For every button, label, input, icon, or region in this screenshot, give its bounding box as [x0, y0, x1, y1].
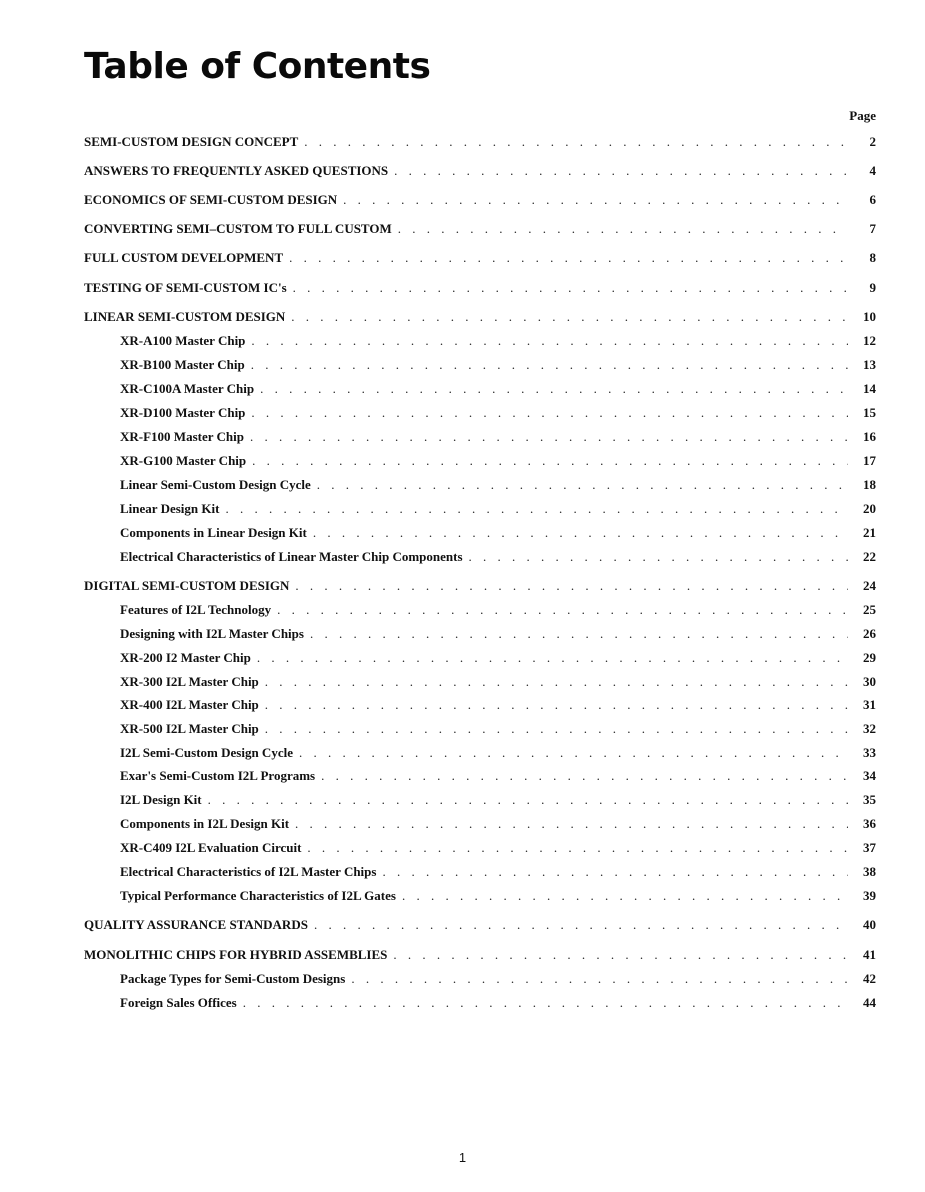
- toc-subentry[interactable]: [120, 650, 876, 668]
- toc-entry-label: Electrical Characteristics of I2L Master Chips: [120, 864, 377, 879]
- toc-subentry[interactable]: [120, 888, 876, 906]
- toc-subentry[interactable]: [120, 745, 876, 763]
- toc-subentry[interactable]: [120, 357, 876, 375]
- toc-entry-page: 31: [863, 697, 876, 712]
- toc-entry[interactable]: [84, 917, 876, 935]
- toc-subentry[interactable]: [120, 333, 876, 351]
- toc-entry-label: XR-C409 I2L Evaluation Circuit: [120, 840, 302, 855]
- toc-subentry[interactable]: [120, 697, 876, 715]
- toc-entry[interactable]: [84, 134, 876, 152]
- toc-entry-page: 42: [863, 971, 876, 986]
- toc-subentry[interactable]: [120, 501, 876, 519]
- leader-dots: [351, 971, 848, 987]
- toc-entry-label: QUALITY ASSURANCE STANDARDS: [84, 917, 308, 932]
- toc-entry[interactable]: [84, 947, 876, 965]
- toc-entry-page: 12: [863, 333, 876, 348]
- page-column-header: Page: [849, 108, 876, 123]
- toc-subentry[interactable]: [120, 453, 876, 471]
- toc-entry-page: 44: [863, 995, 876, 1010]
- toc-subentry[interactable]: [120, 549, 876, 567]
- toc-entry-page: 41: [863, 947, 876, 962]
- toc-entry[interactable]: [84, 163, 876, 181]
- toc-subentry[interactable]: [120, 429, 876, 447]
- toc-subentry[interactable]: [120, 840, 876, 858]
- leader-dots: [310, 626, 848, 642]
- toc-subentry[interactable]: [120, 995, 876, 1013]
- leader-dots: [265, 721, 848, 737]
- toc-entry-page: 6: [869, 192, 876, 207]
- toc-subentry[interactable]: [120, 768, 876, 786]
- toc-entry-label: MONOLITHIC CHIPS FOR HYBRID ASSEMBLIES: [84, 947, 388, 962]
- leader-dots: [398, 221, 848, 237]
- toc-entry-page: 4: [869, 163, 876, 178]
- leader-dots: [251, 333, 848, 349]
- toc-entry-label: XR-300 I2L Master Chip: [120, 674, 259, 689]
- toc-entry[interactable]: [84, 221, 876, 239]
- toc-entry-page: 17: [863, 453, 876, 468]
- toc-subentry[interactable]: [120, 477, 876, 495]
- toc-entry-page: 29: [863, 650, 876, 665]
- toc-entry-page: 7: [869, 221, 876, 236]
- toc-entry-page: 25: [863, 602, 876, 617]
- leader-dots: [307, 840, 848, 856]
- toc-entry[interactable]: [84, 578, 876, 596]
- toc-entry-label: Typical Performance Characteristics of I2L Gates: [120, 888, 396, 903]
- toc-entry-label: Components in Linear Design Kit: [120, 525, 307, 540]
- toc-entry-label: Linear Semi-Custom Design Cycle: [120, 477, 311, 492]
- leader-dots: [260, 381, 848, 397]
- toc-entry-label: Features of I2L Technology: [120, 602, 272, 617]
- toc-entry-label: XR-D100 Master Chip: [120, 405, 246, 420]
- toc-entry[interactable]: [84, 250, 876, 268]
- toc-entry-page: 34: [863, 768, 876, 783]
- toc-entry-label: CONVERTING SEMI–CUSTOM TO FULL CUSTOM: [84, 221, 392, 236]
- toc-entry-page: 14: [863, 381, 876, 396]
- toc-subentry[interactable]: [120, 626, 876, 644]
- toc-entry-page: 10: [863, 309, 876, 324]
- leader-dots: [313, 525, 848, 541]
- toc-entry-label: Linear Design Kit: [120, 501, 220, 516]
- toc-entry-page: 40: [863, 917, 876, 932]
- toc-entry-page: 2: [869, 134, 876, 149]
- toc-entry-page: 15: [863, 405, 876, 420]
- toc-subentry[interactable]: [120, 405, 876, 423]
- toc-entry-label: Electrical Characteristics of Linear Master Chip Components: [120, 549, 463, 564]
- leader-dots: [393, 947, 848, 963]
- leader-dots: [394, 163, 848, 179]
- toc-entry-label: SEMI-CUSTOM DESIGN CONCEPT: [84, 134, 299, 149]
- toc-entry-page: 24: [863, 578, 876, 593]
- toc-entry-label: ANSWERS TO FREQUENTLY ASKED QUESTIONS: [84, 163, 389, 178]
- toc-entry-page: 21: [863, 525, 876, 540]
- toc-subentry[interactable]: [120, 816, 876, 834]
- leader-dots: [265, 674, 848, 690]
- toc-entry[interactable]: [84, 280, 876, 298]
- toc-entry-label: Exar's Semi-Custom I2L Programs: [120, 768, 316, 783]
- toc-entry-page: 13: [863, 357, 876, 372]
- leader-dots: [382, 864, 848, 880]
- leader-dots: [277, 602, 848, 618]
- toc-entry-page: 20: [863, 501, 876, 516]
- leader-dots: [469, 549, 848, 565]
- leader-dots: [299, 745, 848, 761]
- toc-entry-label: DIGITAL SEMI-CUSTOM DESIGN: [84, 578, 290, 593]
- toc-entry-label: TESTING OF SEMI-CUSTOM IC's: [84, 280, 287, 295]
- leader-dots: [317, 477, 848, 493]
- toc-entry-page: 22: [863, 549, 876, 564]
- leader-dots: [251, 357, 848, 373]
- toc-entry-label: I2L Semi-Custom Design Cycle: [120, 745, 293, 760]
- toc-entry-label: I2L Design Kit: [120, 792, 202, 807]
- toc-entry[interactable]: [84, 309, 876, 327]
- toc-entry-label: Designing with I2L Master Chips: [120, 626, 304, 641]
- leader-dots: [295, 578, 848, 594]
- leader-dots: [252, 453, 848, 469]
- leader-dots: [257, 650, 848, 666]
- toc-entry-page: 38: [863, 864, 876, 879]
- page-title: Table of Contents: [84, 46, 431, 87]
- leader-dots: [304, 134, 848, 150]
- toc-entry-page: 33: [863, 745, 876, 760]
- toc-entry-label: Package Types for Semi-Custom Designs: [120, 971, 346, 986]
- leader-dots: [243, 995, 848, 1011]
- toc-entry-label: XR-B100 Master Chip: [120, 357, 245, 372]
- page-number: 1: [458, 1150, 467, 1165]
- toc-subentry[interactable]: [120, 602, 876, 620]
- leader-dots: [251, 405, 848, 421]
- toc-entry-page: 30: [863, 674, 876, 689]
- toc-entry-label: XR-500 I2L Master Chip: [120, 721, 259, 736]
- toc-entry[interactable]: [84, 192, 876, 210]
- toc-subentry[interactable]: [120, 525, 876, 543]
- toc-entry-page: 9: [869, 280, 876, 295]
- leader-dots: [343, 192, 848, 208]
- leader-dots: [250, 429, 848, 445]
- leader-dots: [321, 768, 848, 784]
- toc-subentry[interactable]: [120, 674, 876, 692]
- toc-entry-label: XR-C100A Master Chip: [120, 381, 255, 396]
- toc-entry-label: XR-A100 Master Chip: [120, 333, 246, 348]
- toc-entry-label: FULL CUSTOM DEVELOPMENT: [84, 250, 284, 265]
- toc-entry-label: XR-G100 Master Chip: [120, 453, 247, 468]
- toc-entry-label: ECONOMICS OF SEMI-CUSTOM DESIGN: [84, 192, 338, 207]
- toc-entry-page: 16: [863, 429, 876, 444]
- leader-dots: [295, 816, 848, 832]
- leader-dots: [265, 697, 848, 713]
- toc-entry-label: LINEAR SEMI-CUSTOM DESIGN: [84, 309, 286, 324]
- toc-entry-page: 35: [863, 792, 876, 807]
- toc-entry-label: XR-400 I2L Master Chip: [120, 697, 259, 712]
- leader-dots: [208, 792, 848, 808]
- toc-entry-label: XR-200 I2 Master Chip: [120, 650, 251, 665]
- leader-dots: [402, 888, 848, 904]
- leader-dots: [289, 250, 848, 266]
- leader-dots: [291, 309, 848, 325]
- leader-dots: [293, 280, 848, 296]
- toc-subentry[interactable]: [120, 381, 876, 399]
- toc-entry-page: 18: [863, 477, 876, 492]
- toc-entry-label: Foreign Sales Offices: [120, 995, 237, 1010]
- toc-entry-label: XR-F100 Master Chip: [120, 429, 244, 444]
- toc-entry-page: 37: [863, 840, 876, 855]
- toc-entry-page: 36: [863, 816, 876, 831]
- toc-entry-page: 32: [863, 721, 876, 736]
- toc-entry-page: 8: [869, 250, 876, 265]
- leader-dots: [314, 917, 848, 933]
- toc-subentry[interactable]: [120, 792, 876, 810]
- toc-entry-page: 39: [863, 888, 876, 903]
- toc-entry-page: 26: [863, 626, 876, 641]
- toc-entry-label: Components in I2L Design Kit: [120, 816, 290, 831]
- toc-subentry[interactable]: [120, 864, 876, 882]
- toc-subentry[interactable]: [120, 721, 876, 739]
- leader-dots: [225, 501, 848, 517]
- toc-subentry[interactable]: [120, 971, 876, 989]
